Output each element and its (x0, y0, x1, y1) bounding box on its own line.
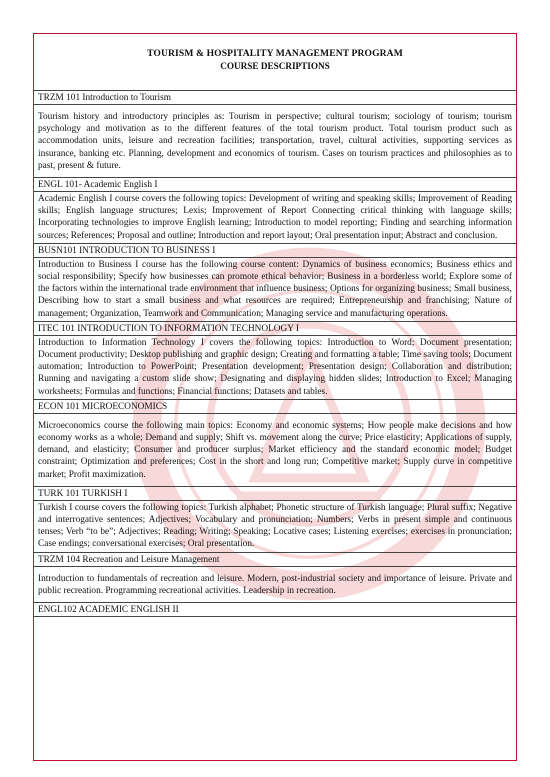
course-description: Microeconomics course the following main topics: Economy and economic systems; How people make decisions and how economy works as a whole; Demand and supply; Shift vs. movement along the curve; Price elasticity; Applications of supply, demand, and elasticity; Consumer and producer surplus; Market efficiency and the standard economic model; Budget constraint; Optimization and preferences; Cost in the short and long run; Competitive market; Supply curve in competitive market; Profit maximization. (34, 413, 516, 486)
course-description: Introduction to Business I course has the following course content: Dynamics of business economics; Business ethics and social responsibility; Specify how businesses can promote ethical behavior; Business in a borderless world; Explore some of the factors within the international trade environment that influence business; Options for organizing business; Small business, Describing how to start a small business and what resources are required; Entrepreneurship and franchising; Nature of management; Organization, Teamwork and Communication; Managing service and manufacturing operations. (34, 257, 516, 321)
course-description: Academic English I course covers the following topics: Development of writing and speaking skills; Improvement of Reading skills; English language structures; Lexis; Improvement of Report Connecting critical thinking with language skills; Incorporating technologies to improve English learning; Introduction to model reporting; Finding and searching information sources; References; Proposal and outline; Introduction and report layout; Oral presentation input; Abstract and conclusion. (34, 191, 516, 243)
course-description (34, 616, 516, 675)
course-description: Introduction to fundamentals of recreation and leisure. Modern, post-industrial society and importance of leisure. Private and public recreation. Programming recreational activities. Leadership in recreation. (34, 566, 516, 602)
course-description: Tourism history and introductory principles as: Tourism in perspective; cultural tourism; sociology of tourism; tourism psychology and motivation as to the different features of the total tourism product. Total tourism product such as accommodation units, leisure and recreation facilities; transportation, travel, cultural activities, supporting services as insurance, banking etc. Planning, development and economics of tourism. Cases on tourism practices and philosophies as to past, present & future. (34, 104, 516, 177)
program-title: TOURISM & HOSPITALITY MANAGEMENT PROGRAM (147, 48, 403, 59)
section-subtitle: COURSE DESCRIPTIONS (220, 61, 330, 71)
course-title: TRZM 101 Introduction to Tourism (34, 90, 516, 104)
course-table (34, 90, 516, 675)
course-description: Introduction to Information Technology I covers the following topics: Introduction to Word; Document presentation; Document productivity; Desktop publishing and graphic design; Creating and formatting a table; Time saving tools; Document automation; Introduction to PowerPoint; Presentation development; Presentation design; Collaboration and distribution; Running and navigating a custom slide show; Designating and displaying hidden slides; Introduction to Excel; Managing worksheets; Formulas and functions; Financial functions; Datasets and tables. (34, 335, 516, 399)
course-title: ITEC 101 INTRODUCTION TO INFORMATION TECHNOLOGY I (34, 321, 516, 335)
course-title: BUSN101 INTRODUCTION TO BUSINESS I (34, 243, 516, 257)
course-description: Turkish I course covers the following topics: Turkish alphabet; Phonetic structure of Turkish language; Plural suffix; Negative and interrogative sentences; Adjectives; Vocabulary and pronunciation; Numbers; Verbs in present simple and continuous tenses; Verb “to be”; Adjectives; Reading; Writing; Speaking; Locative cases; Listening exercises; exercises in pronunciation; Case endings; conversational exercises; Oral presentation. (34, 500, 516, 552)
course-title: ENGL102 ACADEMIC ENGLISH II (34, 602, 516, 616)
course-title: ECON 101 MICROECONOMICS (34, 399, 516, 413)
page-frame (33, 33, 517, 761)
course-title: ENGL 101- Academic English I (34, 177, 516, 191)
document-header (34, 48, 516, 71)
course-title: TRZM 104 Recreation and Leisure Management (34, 552, 516, 566)
course-title: TURK 101 TURKISH I (34, 486, 516, 500)
